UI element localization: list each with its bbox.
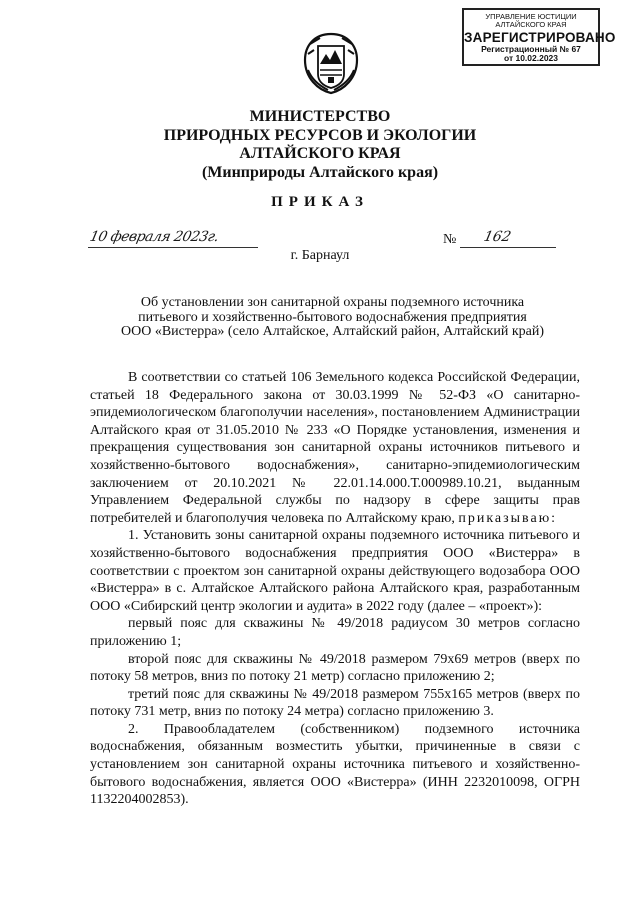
- order-date-handwritten: 10 февраля 2023г.: [88, 229, 220, 245]
- stamp-reg-number: Регистрационный № 67: [481, 44, 581, 54]
- clause-1-paragraph: 1. Установить зоны санитарной охраны подземного источника питьевого и хозяйственно-бытового водоснабжения предприятия ООО «Вистерра» в соответствии с проектом зон санитарной охраны действующего водозабора ООО «Вистерра» в с. Алтайское Алтайского района Алтайского края, разработанным ООО «Сибирский центр экологии и аудита» в 2022 году (далее – «проект»):: [90, 528, 580, 614]
- coat-of-arms-icon: [300, 30, 362, 96]
- ministry-line1: МИНИСТЕРСТВО: [249, 108, 391, 125]
- city-line: г. Барнаул: [290, 248, 350, 263]
- ministry-header: [0, 108, 640, 182]
- order-subject: [120, 296, 545, 340]
- order-number-label: №: [443, 232, 457, 247]
- subject-line3: ООО «Вистерра» (село Алтайское, Алтайский район, Алтайский край): [120, 324, 544, 339]
- stamp-authority-line2: АЛТАЙСКОГО КРАЯ: [495, 20, 567, 29]
- preamble-paragraph: [90, 369, 580, 527]
- order-directive: приказываю:: [458, 510, 558, 526]
- stamp-authority-line1: УПРАВЛЕНИЕ ЮСТИЦИИ: [485, 12, 577, 21]
- clause-2-paragraph: 2. Правообладателем (собственником) подземного источника водоснабжения, обязанным возместить убытки, причиненные в связи с установлением зон санитарной охраны источника питьевого и хозяйственно-бытового водоснабжения, является ООО «Вистерра» (ИНН 2232010098, ОГРН 1132204002853).: [90, 721, 580, 808]
- order-number-handwritten: 162: [482, 229, 513, 245]
- registration-stamp: [462, 8, 616, 66]
- ministry-line3: АЛТАЙСКОГО КРАЯ: [239, 145, 401, 162]
- subject-line1: Об установлении зон санитарной охраны подземного источника: [140, 295, 525, 310]
- stamp-title: ЗАРЕГИСТРИРОВАНО: [464, 30, 616, 45]
- ministry-line2: ПРИРОДНЫХ РЕСУРСОВ И ЭКОЛОГИИ: [163, 126, 477, 144]
- zone-3-paragraph: третий пояс для скважины № 49/2018 размером 755х165 метров (вверх по потоку 731 метр, вниз по потоку 24 метра) согласно приложению 3.: [90, 686, 580, 720]
- subject-line2: питьевого и хозяйственно-бытового водоснабжения предприятия: [138, 309, 527, 325]
- zone-2-paragraph: второй пояс для скважины № 49/2018 размером 79х69 метров (вверх по потоку 58 метров, вниз по потоку 21 метр) согласно приложению 2;: [90, 651, 580, 685]
- preamble-text: В соответствии со статьей 106 Земельного кодекса Российской Федерации, статьей 18 Федерального закона от 30.03.1999 № 52-ФЗ «О санитарно-эпидемиологическом благополучии населения», постановлением Администрации Алтайского края от 31.05.2010 № 233 «О Порядке установления, изменения и прекращения существования зон санитарной охраны источников питьевого и хозяйственно-бытового водоснабжения», санитарно-эпидемиологическим заключением от 20.10.2021 № 22.01.14.000.Т.000989.10.21, выданным Управлением Федеральной службы по надзору в сфере защиты прав потребителей и благополучия человека по Алтайскому краю,: [90, 370, 580, 526]
- order-body: [90, 369, 580, 809]
- stamp-reg-date: от 10.02.2023: [503, 53, 559, 63]
- order-title: ПРИКАЗ: [271, 194, 369, 210]
- zone-1-paragraph: первый пояс для скважины № 49/2018 радиусом 30 метров согласно приложению 1;: [90, 616, 580, 649]
- ministry-short-name: (Минприроды Алтайского края): [201, 163, 439, 181]
